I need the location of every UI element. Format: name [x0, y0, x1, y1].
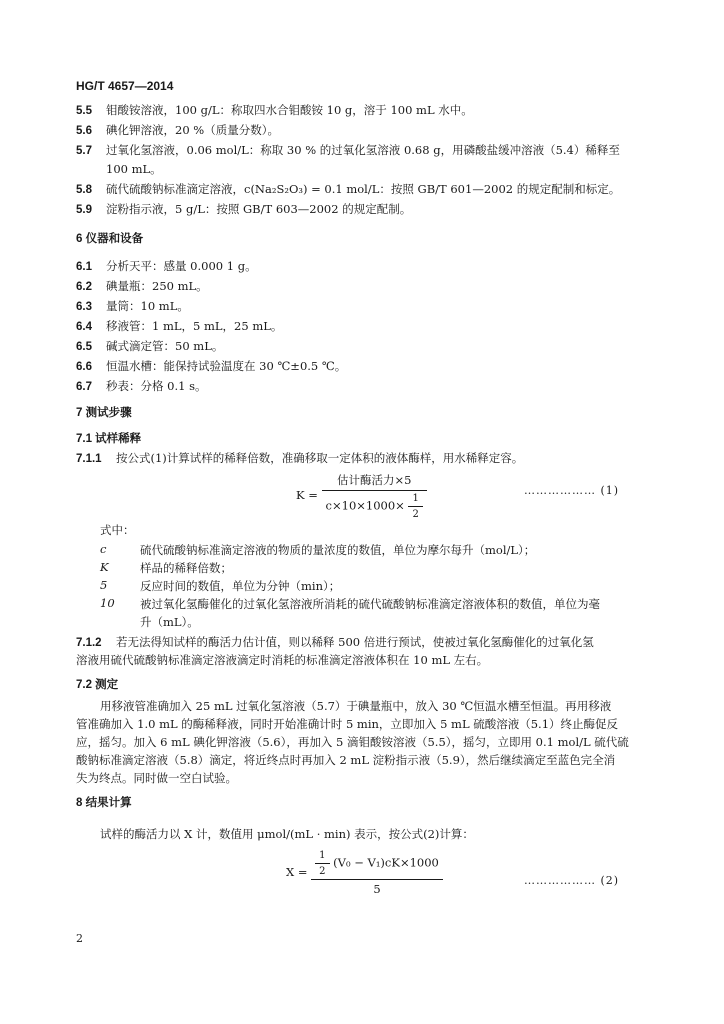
- reagent-item: [76, 201, 658, 218]
- paragraph-7-2-line: 失为终点。同时做一空白试验。: [76, 771, 237, 785]
- section-7-2-title: 7.2 测定: [76, 679, 119, 691]
- paragraph-7-1-2: 7.1.2 若无法得知试样的酶活力估计值，则以稀释 500 倍进行预试，使被过氧化氢酶催化的过氧化氢 溶液用硫代硫酸钠标准滴定溶液滴定时消耗的标准滴定溶液体积在 10 mL 左右。: [76, 635, 594, 667]
- equipment-item-number: 6.1: [76, 261, 92, 273]
- formula-1-number: ……………… (1): [524, 484, 620, 497]
- equipment-item-text: 量筒：10 mL。: [106, 299, 189, 313]
- paragraph-7-2-line: 应，摇匀。加入 6 mL 碘化钾溶液（5.6），再加入 5 滴钼酸铵溶液（5.5），摇匀，立即用 0.1 mol/L 硫代硫: [76, 735, 629, 749]
- equipment-item-number: 6.2: [76, 281, 92, 293]
- equipment-item: [76, 298, 658, 315]
- reagent-item-text: 碘化钾溶液，20 %（质量分数）。: [106, 123, 279, 137]
- reagent-item: [76, 161, 658, 177]
- paragraph-7-2-line: 管准确加入 1.0 mL 的酶稀释液，同时开始准确计时 5 min，立即加入 5 mL 硫酸溶液（5.1）终止酶促反: [76, 717, 619, 731]
- equipment-item-text: 分析天平：感量 0.000 1 g。: [106, 259, 257, 273]
- equipment-item-text: 碱式滴定管：50 mL。: [106, 339, 224, 353]
- equipment-item-number: 6.5: [76, 341, 92, 353]
- section-6-title: 6 仪器和设备: [76, 233, 144, 245]
- equipment-item-text: 移液管：1 mL，5 mL，25 mL。: [106, 319, 283, 333]
- equipment-item-number: 6.3: [76, 301, 92, 313]
- paragraph-7-1-1: 7.1.1 按公式(1)计算试样的稀释倍数，准确移取一定体积的液体酶样，用水稀释定容。: [76, 451, 524, 465]
- reagent-item: [76, 102, 658, 119]
- formula-2-number: ……………… (2): [524, 874, 620, 887]
- reagent-item-text: 淀粉指示液，5 g/L：按照 GB/T 603—2002 的规定配制。: [106, 202, 412, 216]
- equipment-item: [76, 318, 658, 335]
- equipment-item: [76, 358, 658, 375]
- definition-symbol: c: [100, 542, 107, 556]
- definition-symbol: 10: [100, 596, 115, 610]
- formula-2-numerator: $\frac{1}{2}$ (V₀ − V₁)cK×1000: [311, 850, 443, 880]
- reagent-item: [76, 122, 658, 139]
- reagent-item-number: 5.8: [76, 184, 92, 196]
- definition-text: 被过氧化氢酶催化的过氧化氢溶液所消耗的硫代硫酸钠标准滴定溶液体积的数值，单位为毫: [140, 597, 600, 611]
- document-header: HG/T 4657—2014: [76, 79, 174, 93]
- formula-1-numerator: 估计酶活力×5: [322, 472, 427, 491]
- reagent-item-text: 硫代硫酸钠标准滴定溶液，c(Na₂S₂O₃) = 0.1 mol/L：按照 GB/T 601—2002 的规定配制和标定。: [106, 182, 621, 196]
- equipment-item-text: 秒表：分格 0.1 s。: [106, 379, 207, 393]
- paragraph-7-2-line: 酸钠标准滴定溶液（5.8）滴定，将近终点时再加入 2 mL 淀粉指示液（5.9），然后继续滴定至蓝色完全消: [76, 753, 616, 767]
- definition-text: 硫代硫酸钠标准滴定溶液的物质的量浓度的数值，单位为摩尔每升（mol/L）；: [140, 543, 536, 557]
- section-7-title: 7 测试步骤: [76, 407, 132, 419]
- page-number: 2: [76, 932, 83, 945]
- definition-text: 反应时间的数值，单位为分钟（min）；: [140, 579, 341, 593]
- where-label: 式中：: [100, 523, 135, 537]
- section-8-title: 8 结果计算: [76, 797, 132, 809]
- formula-1: [296, 472, 427, 520]
- equipment-item-number: 6.7: [76, 381, 92, 393]
- paragraph-7-2-line: 用移液管准确加入 25 mL 过氧化氢溶液（5.7）于碘量瓶中，放入 30 ℃恒温水槽至恒温。再用移液: [100, 699, 612, 713]
- section-8-intro: 试样的酶活力以 X 计，数值用 μmol/(mL · min) 表示，按公式(2)计算：: [100, 827, 474, 841]
- formula-2-lhs: X =: [286, 865, 308, 879]
- equipment-item-number: 6.4: [76, 321, 92, 333]
- reagent-item: [76, 181, 658, 198]
- reagent-item: [76, 142, 658, 159]
- equipment-item: [76, 278, 658, 295]
- reagent-item-number: 5.7: [76, 145, 92, 157]
- equipment-item: [76, 338, 658, 355]
- equipment-item: [76, 258, 658, 275]
- equipment-item-text: 碘量瓶：250 mL。: [106, 279, 208, 293]
- definition-text: 样品的稀释倍数；: [140, 561, 232, 575]
- equipment-item: [76, 378, 658, 395]
- formula-1-lhs: K =: [296, 488, 318, 502]
- section-7-1-title: 7.1 试样稀释: [76, 433, 142, 445]
- formula-2: [286, 850, 443, 896]
- equipment-item-number: 6.6: [76, 361, 92, 373]
- reagent-item-number: 5.6: [76, 125, 92, 137]
- reagent-item-text: 过氧化氢溶液，0.06 mol/L：称取 30 % 的过氧化氢溶液 0.68 g，用磷酸盐缓冲溶液（5.4）稀释至: [106, 143, 620, 157]
- formula-1-denominator: c×10×1000× $\frac{1}{2}$: [322, 491, 427, 520]
- definition-symbol: K: [100, 560, 109, 574]
- reagent-item-number: 5.9: [76, 204, 92, 216]
- definition-text: 升（mL）。: [140, 615, 199, 629]
- reagent-item-number: 5.5: [76, 105, 92, 117]
- reagent-item-text: 100 mL。: [106, 162, 162, 176]
- equipment-item-text: 恒温水槽：能保持试验温度在 30 ℃±0.5 ℃。: [106, 359, 347, 373]
- formula-2-denominator: 5: [373, 882, 381, 896]
- reagent-item-text: 钼酸铵溶液，100 g/L：称取四水合钼酸铵 10 g，溶于 100 mL 水中。: [106, 103, 473, 117]
- definition-symbol: 5: [100, 578, 108, 592]
